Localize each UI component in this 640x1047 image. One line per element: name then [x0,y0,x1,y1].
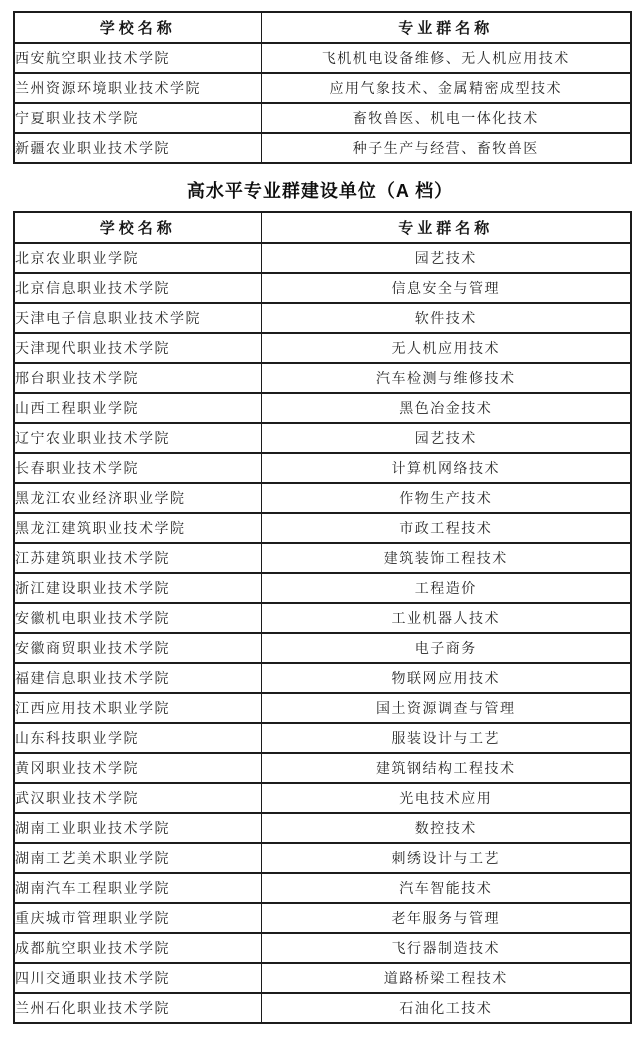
school-name-cell: 辽宁农业职业技术学院 [14,423,261,453]
school-name-cell: 江苏建筑职业技术学院 [14,543,261,573]
table-row [14,753,631,783]
table-row [14,543,631,573]
group-name-cell: 畜牧兽医、机电一体化技术 [261,103,631,133]
school-name-cell: 江西应用技术职业学院 [14,693,261,723]
group-name-cell: 软件技术 [261,303,631,333]
group-name-cell: 种子生产与经营、畜牧兽医 [261,133,631,163]
school-name-cell: 武汉职业技术学院 [14,783,261,813]
header-row [14,212,631,243]
table-row [14,363,631,393]
school-name-cell: 安徽机电职业技术学院 [14,603,261,633]
group-name-cell: 国土资源调查与管理 [261,693,631,723]
group-name-cell: 应用气象技术、金属精密成型技术 [261,73,631,103]
school-name-cell: 福建信息职业技术学院 [14,663,261,693]
table-row [14,393,631,423]
table-row [14,243,631,273]
table-row [14,963,631,993]
group-name-header: 专业群名称 [261,12,631,43]
table-row [14,723,631,753]
table-row [14,933,631,963]
school-name-cell: 黑龙江农业经济职业学院 [14,483,261,513]
school-name-cell: 湖南工艺美术职业学院 [14,843,261,873]
school-name-cell: 宁夏职业技术学院 [14,103,261,133]
table-row [14,663,631,693]
school-name-cell: 安徽商贸职业技术学院 [14,633,261,663]
school-name-cell: 山东科技职业学院 [14,723,261,753]
group-name-cell: 刺绣设计与工艺 [261,843,631,873]
table-row [14,513,631,543]
table-row [14,843,631,873]
school-name-cell: 成都航空职业技术学院 [14,933,261,963]
table-row [14,73,631,103]
table-row [14,813,631,843]
group-name-cell: 汽车检测与维修技术 [261,363,631,393]
school-group-table-a-tier [13,211,632,1024]
school-name-cell: 北京农业职业学院 [14,243,261,273]
group-name-cell: 建筑钢结构工程技术 [261,753,631,783]
group-name-cell: 服装设计与工艺 [261,723,631,753]
school-name-cell: 浙江建设职业技术学院 [14,573,261,603]
group-name-cell: 物联网应用技术 [261,663,631,693]
table-row [14,133,631,163]
school-name-cell: 黑龙江建筑职业技术学院 [14,513,261,543]
school-name-cell: 湖南汽车工程职业学院 [14,873,261,903]
table-row [14,453,631,483]
table-row [14,873,631,903]
table-row [14,783,631,813]
school-name-cell: 天津现代职业技术学院 [14,333,261,363]
school-name-header: 学校名称 [14,12,261,43]
group-name-header: 专业群名称 [261,212,631,243]
group-name-cell: 园艺技术 [261,423,631,453]
group-name-cell: 黑色冶金技术 [261,393,631,423]
table-row [14,603,631,633]
group-name-cell: 工业机器人技术 [261,603,631,633]
group-name-cell: 无人机应用技术 [261,333,631,363]
school-name-cell: 兰州石化职业技术学院 [14,993,261,1023]
table-row [14,333,631,363]
school-name-cell: 北京信息职业技术学院 [14,273,261,303]
table-row [14,423,631,453]
group-name-cell: 道路桥梁工程技术 [261,963,631,993]
table-row [14,43,631,73]
header-row [14,12,631,43]
table-header-row [14,212,631,243]
table-row [14,633,631,663]
group-name-cell: 工程造价 [261,573,631,603]
school-name-cell: 四川交通职业技术学院 [14,963,261,993]
school-group-table-top [13,11,632,164]
table-row [14,993,631,1023]
group-name-cell: 园艺技术 [261,243,631,273]
school-name-cell: 天津电子信息职业技术学院 [14,303,261,333]
group-name-cell: 市政工程技术 [261,513,631,543]
school-name-cell: 新疆农业职业技术学院 [14,133,261,163]
group-name-cell: 数控技术 [261,813,631,843]
group-name-cell: 建筑装饰工程技术 [261,543,631,573]
group-name-cell: 飞机机电设备维修、无人机应用技术 [261,43,631,73]
school-name-header: 学校名称 [14,212,261,243]
table-body [14,43,631,163]
table-row [14,303,631,333]
group-name-cell: 光电技术应用 [261,783,631,813]
school-name-cell: 黄冈职业技术学院 [14,753,261,783]
table-row [14,903,631,933]
school-name-cell: 邢台职业技术学院 [14,363,261,393]
school-name-cell: 山西工程职业学院 [14,393,261,423]
school-name-cell: 湖南工业职业技术学院 [14,813,261,843]
group-name-cell: 老年服务与管理 [261,903,631,933]
table-body [14,243,631,1023]
table-row [14,573,631,603]
group-name-cell: 计算机网络技术 [261,453,631,483]
school-name-cell: 长春职业技术学院 [14,453,261,483]
table-row [14,103,631,133]
school-name-cell: 重庆城市管理职业学院 [14,903,261,933]
school-name-cell: 兰州资源环境职业技术学院 [14,73,261,103]
group-name-cell: 信息安全与管理 [261,273,631,303]
table-row [14,693,631,723]
school-name-cell: 西安航空职业技术学院 [14,43,261,73]
table-row [14,273,631,303]
table-row [14,483,631,513]
group-name-cell: 飞行器制造技术 [261,933,631,963]
group-name-cell: 汽车智能技术 [261,873,631,903]
section-title: 高水平专业群建设单位（A 档） [186,181,454,201]
group-name-cell: 作物生产技术 [261,483,631,513]
group-name-cell: 石油化工技术 [261,993,631,1023]
table-header-row [14,12,631,43]
group-name-cell: 电子商务 [261,633,631,663]
